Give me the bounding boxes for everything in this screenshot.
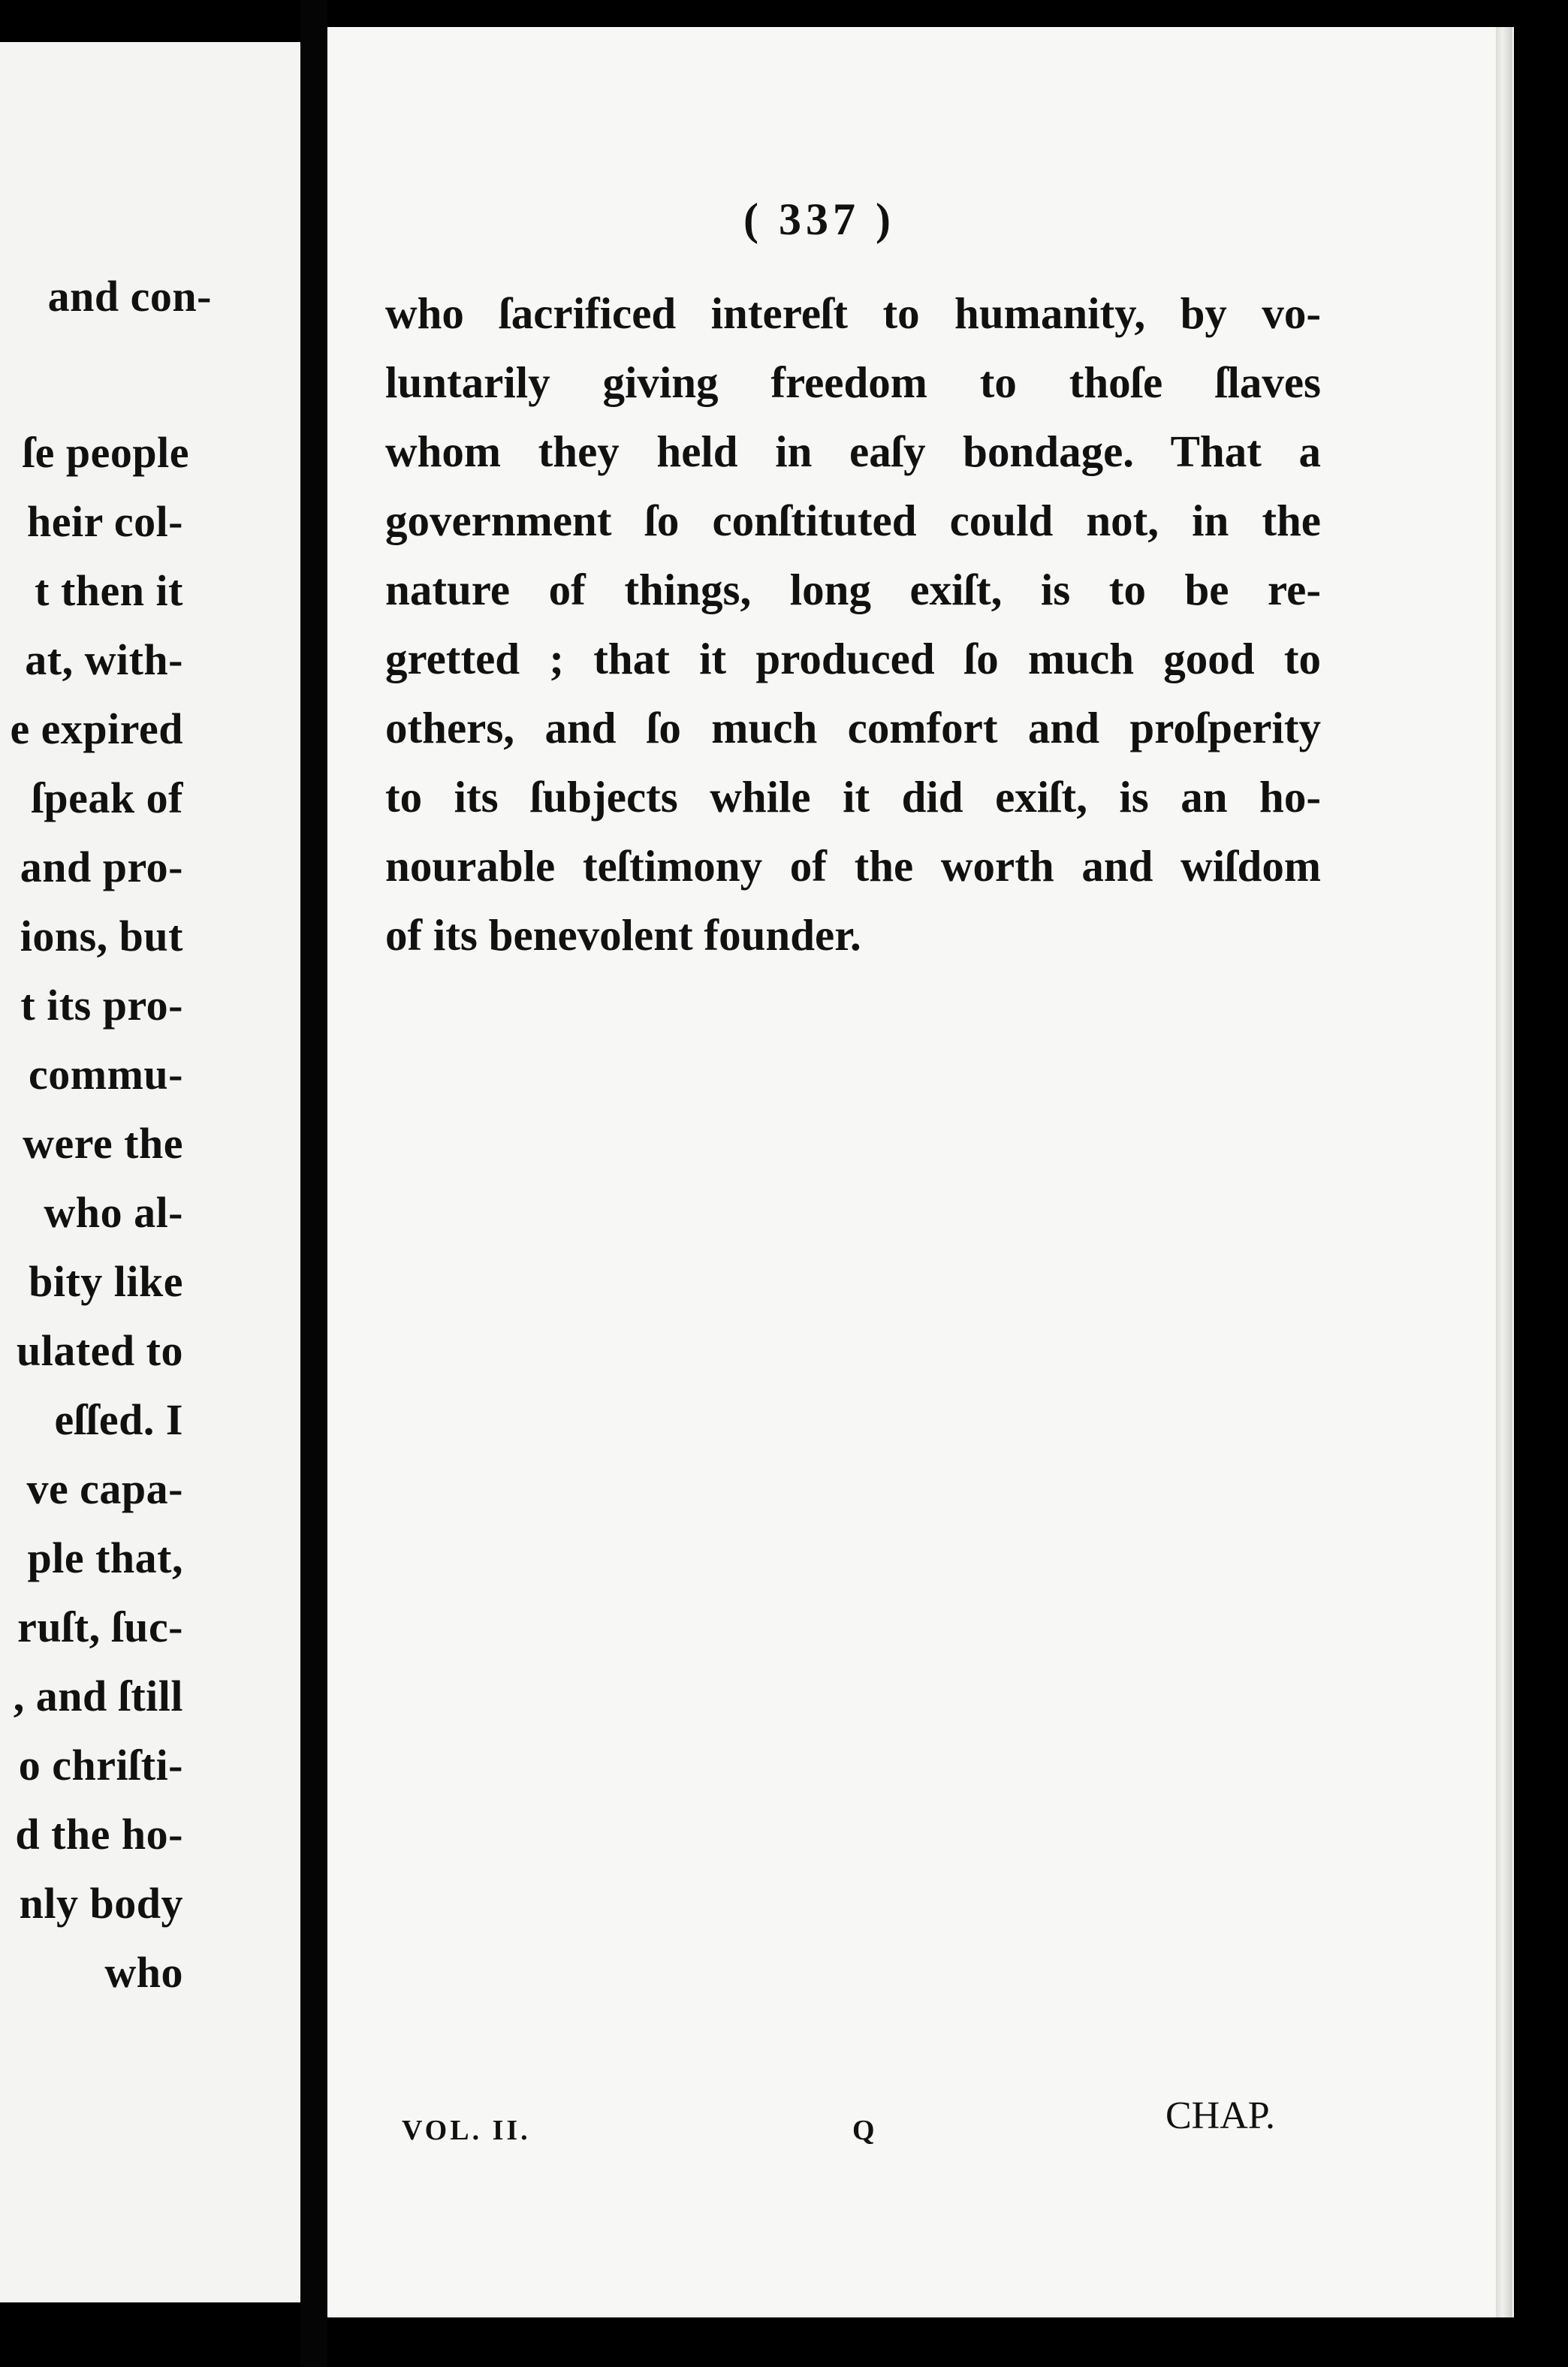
left-page-line: eſſed. I — [54, 1395, 183, 1444]
body-line: of its benevolent founder. — [385, 910, 861, 960]
signature-mark: Q — [852, 2115, 875, 2146]
body-line: others, and ſo much comfort and proſperity — [385, 703, 1321, 752]
left-page-line: commu- — [29, 1050, 183, 1099]
left-page-line: o chriſti- — [18, 1741, 183, 1790]
volume-marker: VOL. II. — [402, 2115, 531, 2146]
left-page-line: , and ſtill — [13, 1672, 183, 1720]
left-page-line: t its pro- — [20, 981, 183, 1030]
left-page-line: bity like — [29, 1257, 183, 1306]
left-page-line: heir col- — [27, 497, 183, 546]
left-page-line: ruſt, ſuc- — [17, 1603, 183, 1651]
body-line: to its ſubjects while it did exiſt, is an ho- — [385, 772, 1321, 822]
body-line: government ſo conſtituted could not, in the — [385, 496, 1321, 545]
body-line: luntarily giving freedom to thoſe ſlaves — [385, 357, 1321, 407]
left-page — [0, 42, 300, 2302]
left-page-line: ulated to — [17, 1326, 183, 1375]
left-page-line: were the — [23, 1119, 183, 1168]
left-page-line: at, with- — [25, 635, 183, 684]
left-page-line: ple that, — [27, 1533, 183, 1582]
body-line: who ſacrificed intereſt to humanity, by vo- — [385, 288, 1321, 338]
body-line: whom they held in eaſy bondage. That a — [385, 427, 1321, 476]
page-edge — [1496, 27, 1512, 2317]
book-gutter — [300, 0, 327, 2367]
left-page-line: and pro- — [20, 843, 183, 891]
left-page-line: ſpeak of — [31, 773, 183, 822]
left-page-line: e expired — [10, 704, 183, 753]
left-page-line: ve capa- — [26, 1464, 183, 1513]
catchword: CHAP. — [1165, 2094, 1275, 2137]
body-line: nature of things, long exiſt, is to be re- — [385, 565, 1321, 614]
left-page-line: who al- — [44, 1188, 183, 1237]
left-page-line: d the ho- — [15, 1810, 183, 1859]
left-page-line: t then it — [35, 566, 183, 615]
left-page-line: nly body — [19, 1879, 183, 1928]
body-line: nourable teſtimony of the worth and wiſdom — [385, 841, 1321, 891]
body-line: gretted ; that it produced ſo much good to — [385, 634, 1321, 683]
page-number: ( 337 ) — [743, 194, 895, 244]
left-page-line: who — [104, 1948, 183, 1997]
left-page-line: ſe people — [23, 428, 189, 477]
left-page-line: ions, but — [20, 912, 183, 960]
left-page-line: and con- — [47, 272, 212, 321]
